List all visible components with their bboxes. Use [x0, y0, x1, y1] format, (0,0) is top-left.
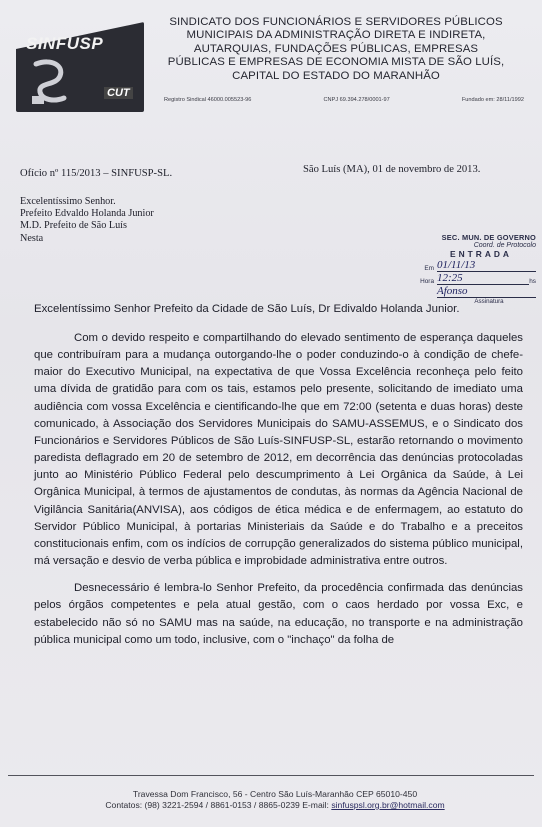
footer-contacts: Contatos: (98) 3221-2594 / 8861-0153 / 8865-0239 E-mail: — [105, 800, 329, 810]
stamp-em-label: Em — [424, 265, 434, 272]
stamp-line3: ENTRADA — [450, 249, 512, 259]
fundado-em: Fundado em: 28/11/1992 — [461, 97, 524, 103]
letter-date: São Luís (MA), 01 de novembro de 2013. — [303, 164, 481, 175]
recipient-line: Nesta — [20, 232, 44, 244]
header-line: MUNICIPAIS DA ADMINISTRAÇÃO DIRETA E INDIRETA, — [186, 29, 486, 42]
stamp-hour-row — [412, 273, 536, 285]
greeting: Excelentíssimo Senhor Prefeito da Cidade de São Luís, Dr Edivaldo Holanda Junior. — [34, 303, 460, 315]
stamp-hora-value: 12:25 — [437, 273, 529, 285]
stamp-hora-label: Hora — [420, 278, 434, 285]
footer-address: Travessa Dom Francisco, 56 - Centro São Luís-Maranhão CEP 65010-450 — [132, 789, 418, 799]
header-line: PÚBLICAS E EMPRESAS DE ECONOMIA MISTA DE SÃO LUÍS, — [167, 56, 505, 69]
registro-sindical: Registro Sindical 46000.005523-96 — [164, 97, 252, 103]
recipient-line: Excelentíssimo Senhor. — [20, 196, 116, 207]
stamp-signature: Afonso — [437, 286, 536, 298]
stamp-line2: Coord. de Protocolo — [473, 242, 536, 249]
recipient-line: Prefeito Edvaldo Holanda Junior — [20, 208, 154, 220]
header-line: AUTARQUIAS, FUNDAÇÕES PÚBLICAS, EMPRESAS — [193, 42, 479, 55]
stamp-date-row — [412, 260, 536, 272]
logo-text: SINFUSP — [26, 34, 104, 53]
letter-body — [34, 330, 523, 649]
footer-divider — [8, 775, 534, 776]
body-paragraph-1: Com o devido respeito e compartilhando do elevado sentimento de esperança daqueles que contribuíram para a mudança outorgando-lhe o poder conduzindo-o à condição de chefe-maior do Executivo Municipal, na expectativa de que Vossa Excelência reconheça pelo feito uma dívida de gratidão para com os tais, estamos pelo presente, solicitando de imediato uma audiência com vossa Excelência e cientificando-lhe que em 72:00 (setenta e duas horas) deste comunicado, à Associação dos Servidores Municipais do SAMU-ASSEMUS, e o Sindicato dos Funcionários e Servidores Públicos de São Luís-SINFUSP-SL, estarão retornando o movimento paredista deflagrado em 20 de setembro de 2012, em decorrência das denúncias protocoladas junto ao Ministério Público Federal pelo descumprimento à Lei Orgânica da Saúde, à Lei Orgânica Municipal, à termos de ajustamentos de condutas, às normas da Agência Nacional de Vigilância Sanitária(ANVISA), aos códigos de ética médica e de enfermagem, ao estatuto do Servidor Público Municipal, à portarias Ministeriais da Saúde e do Trabalho e a preceitos constitucionais enfim, com os indícios de corrupção generalizados do sistema público municipal, má versação e desvio de verba pública e improbidade administrativa entre outros. — [34, 332, 523, 568]
recipient-block — [20, 196, 154, 245]
stamp-hs-label: hs — [529, 278, 536, 285]
logo-mark-icon — [30, 56, 70, 106]
stamp-assinatura-label: Assinatura — [474, 298, 504, 305]
footer-contacts-line — [60, 800, 490, 811]
union-header — [150, 16, 522, 83]
oficio-number: Ofício nº 115/2013 – SINFUSP-SL. — [20, 168, 173, 179]
protocol-stamp — [412, 233, 536, 305]
cnpj: CNPJ 69.394.278/0001-97 — [323, 97, 390, 103]
footer-email-link[interactable]: sinfuspsl.org.br@hotmail.com — [331, 800, 445, 810]
header-registration — [164, 97, 524, 103]
stamp-signature-row — [412, 286, 536, 298]
stamp-line1: SEC. MUN. DE GOVERNO — [441, 233, 536, 242]
stamp-em-value: 01/11/13 — [437, 260, 536, 272]
cut-badge: CUT — [104, 87, 133, 99]
recipient-line: M.D. Prefeito de São Luís — [20, 220, 127, 232]
footer — [60, 789, 490, 811]
header-line: CAPITAL DO ESTADO DO MARANHÃO — [232, 69, 440, 82]
header-line: SINDICATO DOS FUNCIONÁRIOS E SERVIDORES PÚBLICOS — [169, 16, 503, 28]
body-paragraph-2: Desnecessário é lembra-lo Senhor Prefeito, da procedência confirmada das denúncias pelos órgãos competentes e pela atual gestão, com o caos herdado por vossa Exc, e estabelecido não só no SAMU mas na saúde, na educação, no transporte e na administração pública municipal como um todo, inclusive, com o "inchaço" da folha de — [34, 582, 523, 646]
